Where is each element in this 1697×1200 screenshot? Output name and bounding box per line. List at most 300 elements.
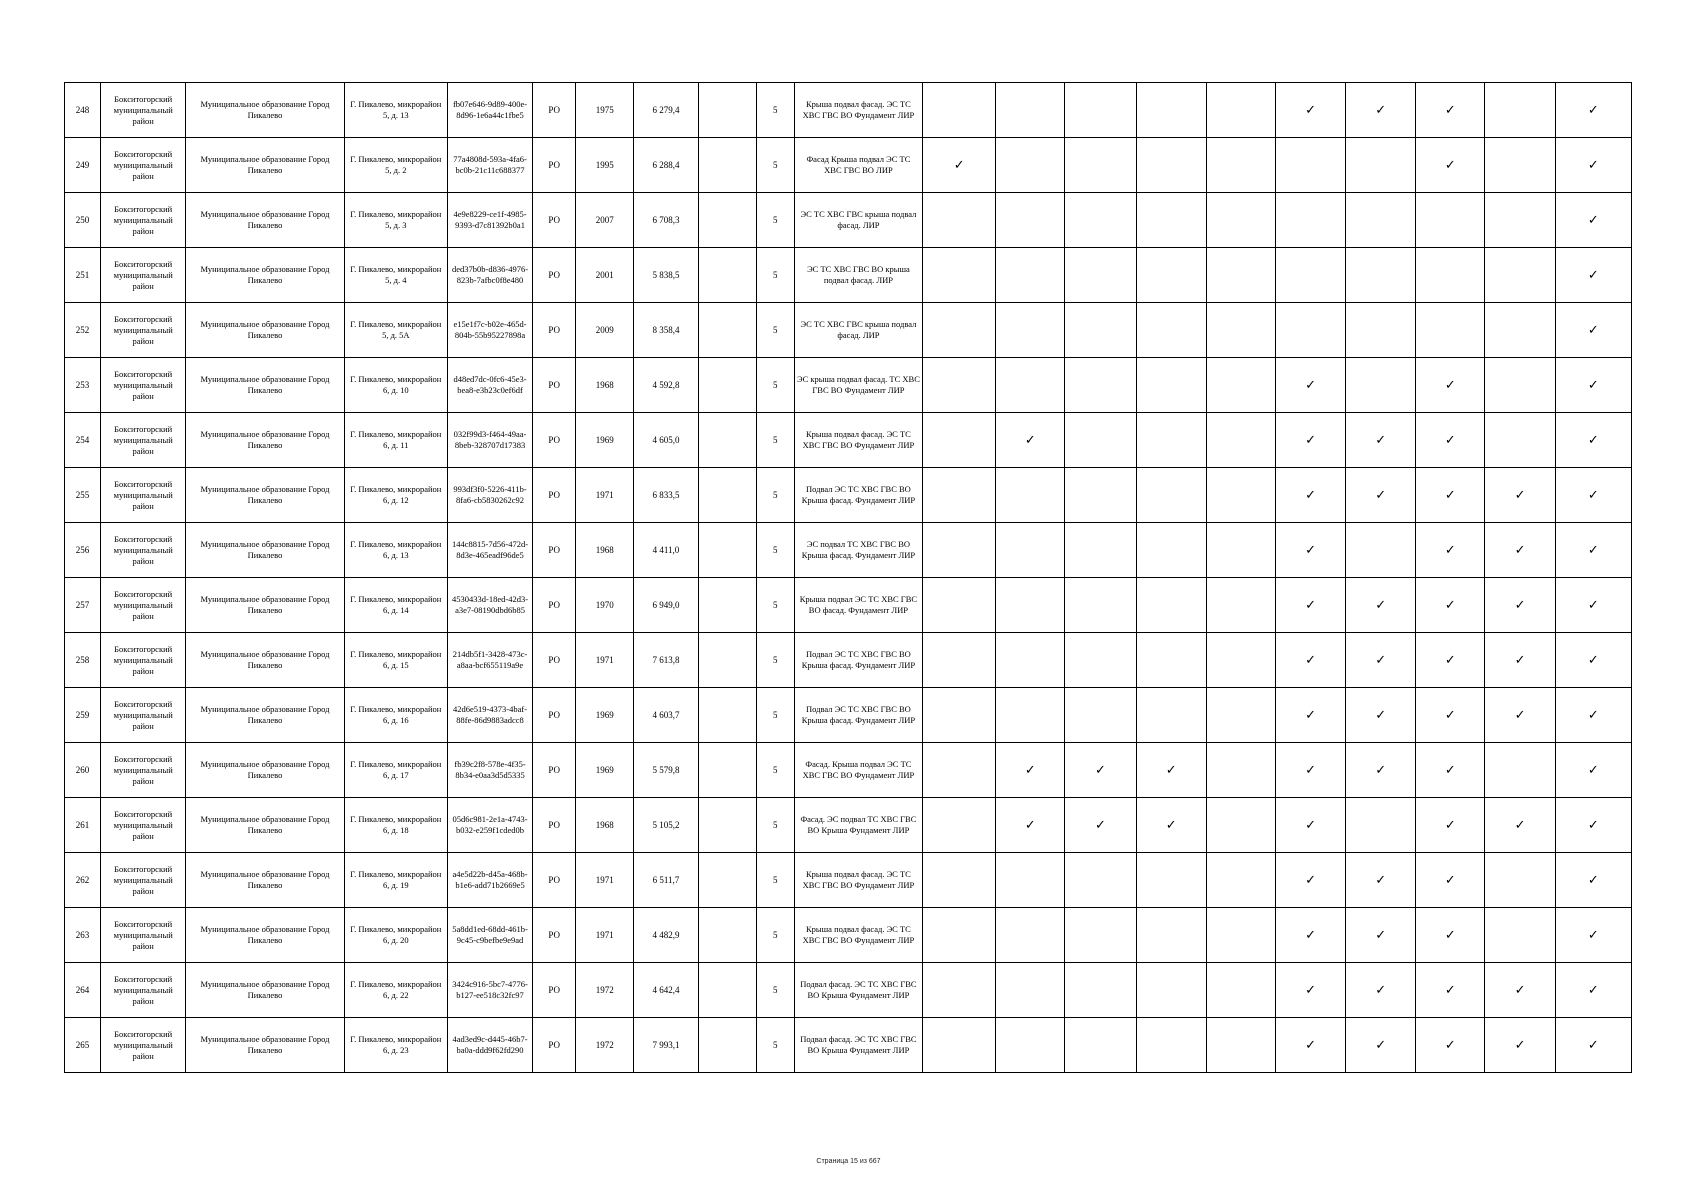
- empty-cell: [698, 358, 756, 413]
- checkmark-icon: ✓: [1095, 762, 1106, 778]
- work-type-cell-4: [1136, 193, 1206, 248]
- checkmark-icon: ✓: [1375, 432, 1387, 448]
- table-row: [65, 468, 1632, 523]
- work-type-cell-6: [1275, 853, 1345, 908]
- checkmark-icon: ✓: [1305, 102, 1316, 118]
- work-type-cell-8: [1416, 633, 1485, 688]
- work-type-cell-3: [1065, 743, 1136, 798]
- table-row: [65, 963, 1632, 1018]
- checkmark-icon: ✓: [1375, 487, 1387, 503]
- address-cell: Г. Пикалево, микрорайон 6, д. 17: [344, 743, 447, 798]
- empty-cell: [698, 468, 756, 523]
- work-type-cell-3: [1065, 523, 1136, 578]
- empty-cell: [698, 798, 756, 853]
- district-cell: Бокситогорский муниципальный район: [101, 908, 186, 963]
- work-type-cell-8: [1416, 83, 1485, 138]
- works-cell: Крыша подвал ЭС ТС ХВС ГВС ВО фасад. Фундамент ЛИР: [794, 578, 922, 633]
- work-type-cell-10: [1555, 963, 1631, 1018]
- year-cell: 1969: [576, 413, 634, 468]
- row-number-cell: 254: [65, 413, 101, 468]
- work-type-cell-9: [1485, 908, 1555, 963]
- row-number-cell: 258: [65, 633, 101, 688]
- work-type-cell-8: [1416, 798, 1485, 853]
- work-type-cell-10: [1555, 138, 1631, 193]
- category-cell: РО: [533, 83, 576, 138]
- guid-cell: 3424c916-5bc7-4776-b127-ee518c32fc97: [447, 963, 532, 1018]
- work-type-cell-6: [1275, 248, 1345, 303]
- address-cell: Г. Пикалево, микрорайон 6, д. 19: [344, 853, 447, 908]
- category-cell: РО: [533, 578, 576, 633]
- address-cell: Г. Пикалево, микрорайон 6, д. 10: [344, 358, 447, 413]
- guid-cell: 4e9e8229-ce1f-4985-9393-d7c81392b0a1: [447, 193, 532, 248]
- work-type-cell-10: [1555, 633, 1631, 688]
- address-cell: Г. Пикалево, микрорайон 6, д. 22: [344, 963, 447, 1018]
- floors-cell: 5: [756, 853, 794, 908]
- floors-cell: 5: [756, 303, 794, 358]
- checkmark-icon: ✓: [1375, 982, 1387, 998]
- work-type-cell-1: [923, 963, 996, 1018]
- work-type-cell-3: [1065, 908, 1136, 963]
- floors-cell: 5: [756, 1018, 794, 1073]
- work-type-cell-8: [1416, 138, 1485, 193]
- work-type-cell-4: [1136, 303, 1206, 358]
- row-number-cell: 255: [65, 468, 101, 523]
- work-type-cell-6: [1275, 138, 1345, 193]
- work-type-cell-10: [1555, 853, 1631, 908]
- checkmark-icon: ✓: [1305, 1037, 1316, 1053]
- checkmark-icon: ✓: [1305, 432, 1316, 448]
- checkmark-icon: ✓: [1444, 762, 1456, 778]
- checkmark-icon: ✓: [1305, 872, 1316, 888]
- district-cell: Бокситогорский муниципальный район: [101, 853, 186, 908]
- checkmark-icon: ✓: [1514, 982, 1526, 998]
- checkmark-icon: ✓: [1444, 542, 1456, 558]
- category-cell: РО: [533, 798, 576, 853]
- work-type-cell-2: [996, 963, 1065, 1018]
- work-type-cell-9: [1485, 963, 1555, 1018]
- address-cell: Г. Пикалево, микрорайон 6, д. 12: [344, 468, 447, 523]
- year-cell: 1968: [576, 798, 634, 853]
- work-type-cell-2: [996, 193, 1065, 248]
- work-type-cell-8: [1416, 908, 1485, 963]
- checkmark-icon: ✓: [1444, 927, 1456, 943]
- category-cell: РО: [533, 1018, 576, 1073]
- checkmark-icon: ✓: [1305, 597, 1316, 613]
- checkmark-icon: ✓: [1587, 652, 1599, 668]
- checkmark-icon: ✓: [1587, 157, 1599, 173]
- row-number-cell: 257: [65, 578, 101, 633]
- table-row: [65, 798, 1632, 853]
- table-row: [65, 413, 1632, 468]
- works-cell: Фасад. ЭС подвал ТС ХВС ГВС ВО Крыша Фундамент ЛИР: [794, 798, 922, 853]
- area-cell: 6 279,4: [634, 83, 698, 138]
- work-type-cell-10: [1555, 248, 1631, 303]
- row-number-cell: 253: [65, 358, 101, 413]
- work-type-cell-4: [1136, 83, 1206, 138]
- checkmark-icon: ✓: [1165, 817, 1177, 833]
- work-type-cell-1: [923, 358, 996, 413]
- empty-cell: [698, 1018, 756, 1073]
- work-type-cell-1: [923, 303, 996, 358]
- guid-cell: d48ed7dc-0fc6-45e3-bea8-e3b23c0ef6df: [447, 358, 532, 413]
- work-type-cell-8: [1416, 963, 1485, 1018]
- year-cell: 1995: [576, 138, 634, 193]
- work-type-cell-5: [1206, 193, 1275, 248]
- municipality-cell: Муниципальное образование Город Пикалево: [186, 138, 344, 193]
- works-cell: Крыша подвал фасад. ЭС ТС ХВС ГВС ВО Фундамент ЛИР: [794, 853, 922, 908]
- empty-cell: [698, 743, 756, 798]
- work-type-cell-8: [1416, 523, 1485, 578]
- work-type-cell-2: [996, 413, 1065, 468]
- work-type-cell-10: [1555, 83, 1631, 138]
- work-type-cell-4: [1136, 358, 1206, 413]
- checkmark-icon: ✓: [1305, 982, 1316, 998]
- guid-cell: ded37b0b-d836-4976-823b-7afbc0f8e480: [447, 248, 532, 303]
- work-type-cell-7: [1346, 963, 1416, 1018]
- area-cell: 6 288,4: [634, 138, 698, 193]
- address-cell: Г. Пикалево, микрорайон 6, д. 13: [344, 523, 447, 578]
- works-cell: ЭС крыша подвал фасад. ТС ХВС ГВС ВО Фундамент ЛИР: [794, 358, 922, 413]
- checkmark-icon: ✓: [1587, 322, 1599, 338]
- checkmark-icon: ✓: [1375, 1037, 1387, 1053]
- work-type-cell-10: [1555, 468, 1631, 523]
- guid-cell: 5a8dd1ed-68dd-461b-9c45-c9befbe9e9ad: [447, 908, 532, 963]
- work-type-cell-5: [1206, 1018, 1275, 1073]
- work-type-cell-8: [1416, 248, 1485, 303]
- empty-cell: [698, 688, 756, 743]
- work-type-cell-7: [1346, 83, 1416, 138]
- work-type-cell-9: [1485, 248, 1555, 303]
- floors-cell: 5: [756, 908, 794, 963]
- works-cell: Фасад Крыша подвал ЭС ТС ХВС ГВС ВО ЛИР: [794, 138, 922, 193]
- floors-cell: 5: [756, 193, 794, 248]
- work-type-cell-3: [1065, 413, 1136, 468]
- municipality-cell: Муниципальное образование Город Пикалево: [186, 523, 344, 578]
- work-type-cell-10: [1555, 798, 1631, 853]
- work-type-cell-1: [923, 908, 996, 963]
- guid-cell: 032f99d3-f464-49aa-8beb-328707d17383: [447, 413, 532, 468]
- checkmark-icon: ✓: [1587, 542, 1599, 558]
- municipality-cell: Муниципальное образование Город Пикалево: [186, 248, 344, 303]
- checkmark-icon: ✓: [1305, 542, 1316, 558]
- checkmark-icon: ✓: [1305, 377, 1316, 393]
- works-cell: Подвал ЭС ТС ХВС ГВС ВО Крыша фасад. Фундамент ЛИР: [794, 688, 922, 743]
- guid-cell: 993df3f0-5226-411b-8fa6-cb5830262c92: [447, 468, 532, 523]
- work-type-cell-9: [1485, 413, 1555, 468]
- area-cell: 5 838,5: [634, 248, 698, 303]
- municipality-cell: Муниципальное образование Город Пикалево: [186, 743, 344, 798]
- table-row: [65, 688, 1632, 743]
- table-body: [65, 83, 1632, 1073]
- work-type-cell-7: [1346, 248, 1416, 303]
- empty-cell: [698, 83, 756, 138]
- work-type-cell-6: [1275, 193, 1345, 248]
- year-cell: 1972: [576, 1018, 634, 1073]
- works-cell: Фасад. Крыша подвал ЭС ТС ХВС ГВС ВО Фундамент ЛИР: [794, 743, 922, 798]
- table-row: [65, 303, 1632, 358]
- address-cell: Г. Пикалево, микрорайон 6, д. 14: [344, 578, 447, 633]
- district-cell: Бокситогорский муниципальный район: [101, 633, 186, 688]
- work-type-cell-8: [1416, 743, 1485, 798]
- checkmark-icon: ✓: [1375, 102, 1387, 118]
- work-type-cell-6: [1275, 743, 1345, 798]
- checkmark-icon: ✓: [1095, 817, 1106, 833]
- empty-cell: [698, 248, 756, 303]
- work-type-cell-7: [1346, 1018, 1416, 1073]
- floors-cell: 5: [756, 358, 794, 413]
- work-type-cell-2: [996, 358, 1065, 413]
- work-type-cell-9: [1485, 193, 1555, 248]
- municipality-cell: Муниципальное образование Город Пикалево: [186, 303, 344, 358]
- work-type-cell-1: [923, 193, 996, 248]
- work-type-cell-2: [996, 138, 1065, 193]
- checkmark-icon: ✓: [1587, 267, 1599, 283]
- table-row: [65, 743, 1632, 798]
- year-cell: 2009: [576, 303, 634, 358]
- district-cell: Бокситогорский муниципальный район: [101, 193, 186, 248]
- page-footer: Страница 15 из 667: [816, 1158, 881, 1165]
- checkmark-icon: ✓: [1587, 927, 1599, 943]
- checkmark-icon: ✓: [1444, 1037, 1456, 1053]
- municipality-cell: Муниципальное образование Город Пикалево: [186, 633, 344, 688]
- year-cell: 2007: [576, 193, 634, 248]
- district-cell: Бокситогорский муниципальный район: [101, 248, 186, 303]
- checkmark-icon: ✓: [1587, 707, 1599, 723]
- work-type-cell-3: [1065, 578, 1136, 633]
- table-row: [65, 523, 1632, 578]
- work-type-cell-10: [1555, 523, 1631, 578]
- checkmark-icon: ✓: [1444, 817, 1456, 833]
- area-cell: 4 411,0: [634, 523, 698, 578]
- row-number-cell: 251: [65, 248, 101, 303]
- empty-cell: [698, 413, 756, 468]
- work-type-cell-6: [1275, 908, 1345, 963]
- floors-cell: 5: [756, 743, 794, 798]
- floors-cell: 5: [756, 798, 794, 853]
- empty-cell: [698, 138, 756, 193]
- work-type-cell-1: [923, 468, 996, 523]
- work-type-cell-5: [1206, 413, 1275, 468]
- work-type-cell-8: [1416, 578, 1485, 633]
- work-type-cell-7: [1346, 688, 1416, 743]
- floors-cell: 5: [756, 633, 794, 688]
- work-type-cell-7: [1346, 468, 1416, 523]
- category-cell: РО: [533, 743, 576, 798]
- works-cell: ЭС ТС ХВС ГВС ВО крыша подвал фасад. ЛИР: [794, 248, 922, 303]
- category-cell: РО: [533, 138, 576, 193]
- checkmark-icon: ✓: [1587, 982, 1599, 998]
- work-type-cell-7: [1346, 413, 1416, 468]
- work-type-cell-4: [1136, 908, 1206, 963]
- work-type-cell-8: [1416, 1018, 1485, 1073]
- work-type-cell-10: [1555, 358, 1631, 413]
- work-type-cell-5: [1206, 963, 1275, 1018]
- work-type-cell-1: [923, 523, 996, 578]
- work-type-cell-5: [1206, 798, 1275, 853]
- work-type-cell-4: [1136, 578, 1206, 633]
- work-type-cell-4: [1136, 1018, 1206, 1073]
- guid-cell: 4530433d-18ed-42d3-a3e7-08190dbd6b85: [447, 578, 532, 633]
- work-type-cell-2: [996, 798, 1065, 853]
- work-type-cell-3: [1065, 1018, 1136, 1073]
- work-type-cell-5: [1206, 633, 1275, 688]
- work-type-cell-8: [1416, 193, 1485, 248]
- work-type-cell-2: [996, 468, 1065, 523]
- table-row: [65, 83, 1632, 138]
- work-type-cell-10: [1555, 193, 1631, 248]
- area-cell: 4 605,0: [634, 413, 698, 468]
- work-type-cell-3: [1065, 853, 1136, 908]
- address-cell: Г. Пикалево, микрорайон 5, д. 2: [344, 138, 447, 193]
- work-type-cell-4: [1136, 468, 1206, 523]
- work-type-cell-3: [1065, 963, 1136, 1018]
- work-type-cell-2: [996, 303, 1065, 358]
- district-cell: Бокситогорский муниципальный район: [101, 1018, 186, 1073]
- work-type-cell-6: [1275, 963, 1345, 1018]
- row-number-cell: 252: [65, 303, 101, 358]
- work-type-cell-6: [1275, 798, 1345, 853]
- district-cell: Бокситогорский муниципальный район: [101, 138, 186, 193]
- work-type-cell-6: [1275, 413, 1345, 468]
- work-type-cell-8: [1416, 303, 1485, 358]
- work-type-cell-6: [1275, 358, 1345, 413]
- checkmark-icon: ✓: [1375, 707, 1387, 723]
- year-cell: 1969: [576, 743, 634, 798]
- checkmark-icon: ✓: [1587, 872, 1599, 888]
- row-number-cell: 260: [65, 743, 101, 798]
- municipality-cell: Муниципальное образование Город Пикалево: [186, 358, 344, 413]
- year-cell: 2001: [576, 248, 634, 303]
- checkmark-icon: ✓: [1514, 487, 1526, 503]
- empty-cell: [698, 633, 756, 688]
- checkmark-icon: ✓: [1024, 432, 1036, 448]
- address-cell: Г. Пикалево, микрорайон 6, д. 11: [344, 413, 447, 468]
- empty-cell: [698, 578, 756, 633]
- floors-cell: 5: [756, 413, 794, 468]
- work-type-cell-1: [923, 633, 996, 688]
- work-type-cell-9: [1485, 468, 1555, 523]
- year-cell: 1970: [576, 578, 634, 633]
- category-cell: РО: [533, 688, 576, 743]
- address-cell: Г. Пикалево, микрорайон 5, д. 13: [344, 83, 447, 138]
- checkmark-icon: ✓: [1587, 432, 1599, 448]
- checkmark-icon: ✓: [1514, 597, 1526, 613]
- area-cell: 4 642,4: [634, 963, 698, 1018]
- row-number-cell: 263: [65, 908, 101, 963]
- work-type-cell-7: [1346, 798, 1416, 853]
- works-cell: ЭС ТС ХВС ГВС крыша подвал фасад. ЛИР: [794, 303, 922, 358]
- municipality-cell: Муниципальное образование Город Пикалево: [186, 1018, 344, 1073]
- checkmark-icon: ✓: [1375, 927, 1387, 943]
- work-type-cell-5: [1206, 908, 1275, 963]
- municipality-cell: Муниципальное образование Город Пикалево: [186, 688, 344, 743]
- year-cell: 1968: [576, 523, 634, 578]
- district-cell: Бокситогорский муниципальный район: [101, 468, 186, 523]
- year-cell: 1972: [576, 963, 634, 1018]
- work-type-cell-2: [996, 908, 1065, 963]
- work-type-cell-9: [1485, 1018, 1555, 1073]
- work-type-cell-4: [1136, 138, 1206, 193]
- work-type-cell-10: [1555, 688, 1631, 743]
- work-type-cell-7: [1346, 193, 1416, 248]
- row-number-cell: 248: [65, 83, 101, 138]
- work-type-cell-1: [923, 853, 996, 908]
- work-type-cell-1: [923, 743, 996, 798]
- work-type-cell-6: [1275, 523, 1345, 578]
- work-type-cell-3: [1065, 358, 1136, 413]
- municipality-cell: Муниципальное образование Город Пикалево: [186, 798, 344, 853]
- year-cell: 1971: [576, 908, 634, 963]
- work-type-cell-8: [1416, 468, 1485, 523]
- floors-cell: 5: [756, 468, 794, 523]
- floors-cell: 5: [756, 578, 794, 633]
- address-cell: Г. Пикалево, микрорайон 6, д. 18: [344, 798, 447, 853]
- checkmark-icon: ✓: [1375, 872, 1387, 888]
- work-type-cell-5: [1206, 578, 1275, 633]
- work-type-cell-1: [923, 578, 996, 633]
- works-cell: Подвал фасад. ЭС ТС ХВС ГВС ВО Крыша Фундамент ЛИР: [794, 963, 922, 1018]
- category-cell: РО: [533, 248, 576, 303]
- floors-cell: 5: [756, 523, 794, 578]
- municipality-cell: Муниципальное образование Город Пикалево: [186, 83, 344, 138]
- guid-cell: 4ad3ed9c-d445-46b7-ba0a-ddd9f62fd290: [447, 1018, 532, 1073]
- work-type-cell-3: [1065, 303, 1136, 358]
- checkmark-icon: ✓: [1444, 432, 1456, 448]
- checkmark-icon: ✓: [1305, 762, 1316, 778]
- checkmark-icon: ✓: [1305, 817, 1316, 833]
- work-type-cell-3: [1065, 83, 1136, 138]
- checkmark-icon: ✓: [1305, 487, 1316, 503]
- district-cell: Бокситогорский муниципальный район: [101, 303, 186, 358]
- checkmark-icon: ✓: [1305, 707, 1316, 723]
- guid-cell: a4e5d22b-d45a-468b-b1e6-add71b2669e5: [447, 853, 532, 908]
- work-type-cell-9: [1485, 853, 1555, 908]
- works-cell: Крыша подвал фасад. ЭС ТС ХВС ГВС ВО Фундамент ЛИР: [794, 413, 922, 468]
- work-type-cell-7: [1346, 523, 1416, 578]
- work-type-cell-6: [1275, 303, 1345, 358]
- area-cell: 5 579,8: [634, 743, 698, 798]
- year-cell: 1975: [576, 83, 634, 138]
- guid-cell: 05d6c981-2e1a-4743-b032-e259f1cded0b: [447, 798, 532, 853]
- checkmark-icon: ✓: [1024, 762, 1036, 778]
- work-type-cell-2: [996, 853, 1065, 908]
- checkmark-icon: ✓: [1444, 487, 1456, 503]
- work-type-cell-4: [1136, 743, 1206, 798]
- work-type-cell-5: [1206, 248, 1275, 303]
- category-cell: РО: [533, 963, 576, 1018]
- district-cell: Бокситогорский муниципальный район: [101, 578, 186, 633]
- work-type-cell-9: [1485, 578, 1555, 633]
- work-type-cell-10: [1555, 413, 1631, 468]
- district-cell: Бокситогорский муниципальный район: [101, 963, 186, 1018]
- district-cell: Бокситогорский муниципальный район: [101, 358, 186, 413]
- table-row: [65, 1018, 1632, 1073]
- checkmark-icon: ✓: [1587, 102, 1599, 118]
- table-row: [65, 853, 1632, 908]
- checkmark-icon: ✓: [1587, 762, 1599, 778]
- work-type-cell-7: [1346, 743, 1416, 798]
- district-cell: Бокситогорский муниципальный район: [101, 83, 186, 138]
- checkmark-icon: ✓: [1514, 542, 1526, 558]
- work-type-cell-9: [1485, 83, 1555, 138]
- work-type-cell-5: [1206, 303, 1275, 358]
- empty-cell: [698, 523, 756, 578]
- checkmark-icon: ✓: [1514, 707, 1526, 723]
- works-cell: ЭС ТС ХВС ГВС крыша подвал фасад. ЛИР: [794, 193, 922, 248]
- work-type-cell-1: [923, 138, 996, 193]
- work-type-cell-10: [1555, 1018, 1631, 1073]
- work-type-cell-3: [1065, 688, 1136, 743]
